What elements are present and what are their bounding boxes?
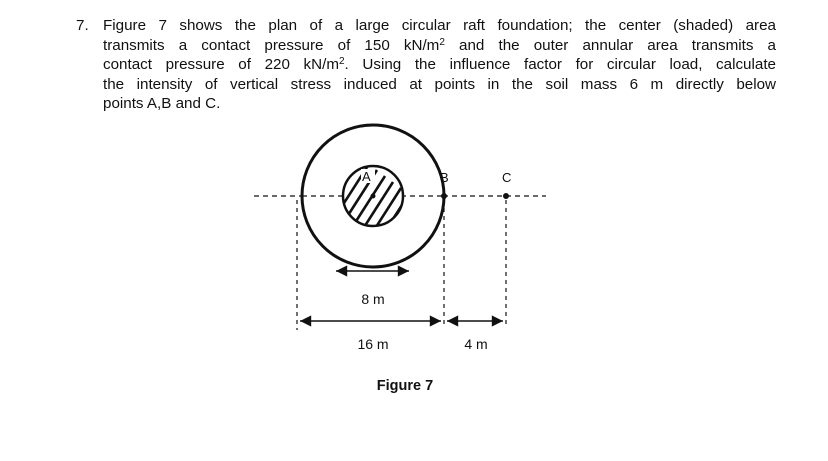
point-c-label: C [502, 170, 512, 185]
superscript-2: 2 [439, 36, 445, 48]
question-line-5-text: points A,B and C. [103, 95, 221, 112]
dimension-label-8m: 8 m [361, 291, 385, 307]
point-b-marker [441, 193, 447, 199]
point-a-label: A [362, 169, 371, 184]
question-line-1-text: Figure 7 shows the plan of a large circular raft foundation; the center (shaded) area [103, 17, 776, 34]
question-number: 7. [76, 17, 89, 34]
point-a-marker [371, 194, 376, 199]
dimension-label-16m: 16 m [357, 336, 389, 352]
question-line-3-text-a: contact pressure of 220 kN/m [103, 56, 339, 73]
question-line-2-text-a: transmits a contact pressure of 150 kN/m [103, 36, 440, 54]
question-line-3-text-b: . Using the influence factor for circular load, calculate [344, 56, 776, 73]
superscript-2: 2 [338, 56, 345, 67]
question-line-4-text: the intensity of vertical stress induced at points in the soil mass 6 m directly below [103, 75, 776, 93]
figure-caption: Figure 7 [376, 378, 434, 394]
point-c-marker [503, 193, 509, 199]
dimension-label-4m: 4 m [464, 336, 488, 352]
question-line-2-text-b: and the outer annular area transmits a [444, 36, 776, 54]
point-b-label: B [440, 170, 449, 185]
